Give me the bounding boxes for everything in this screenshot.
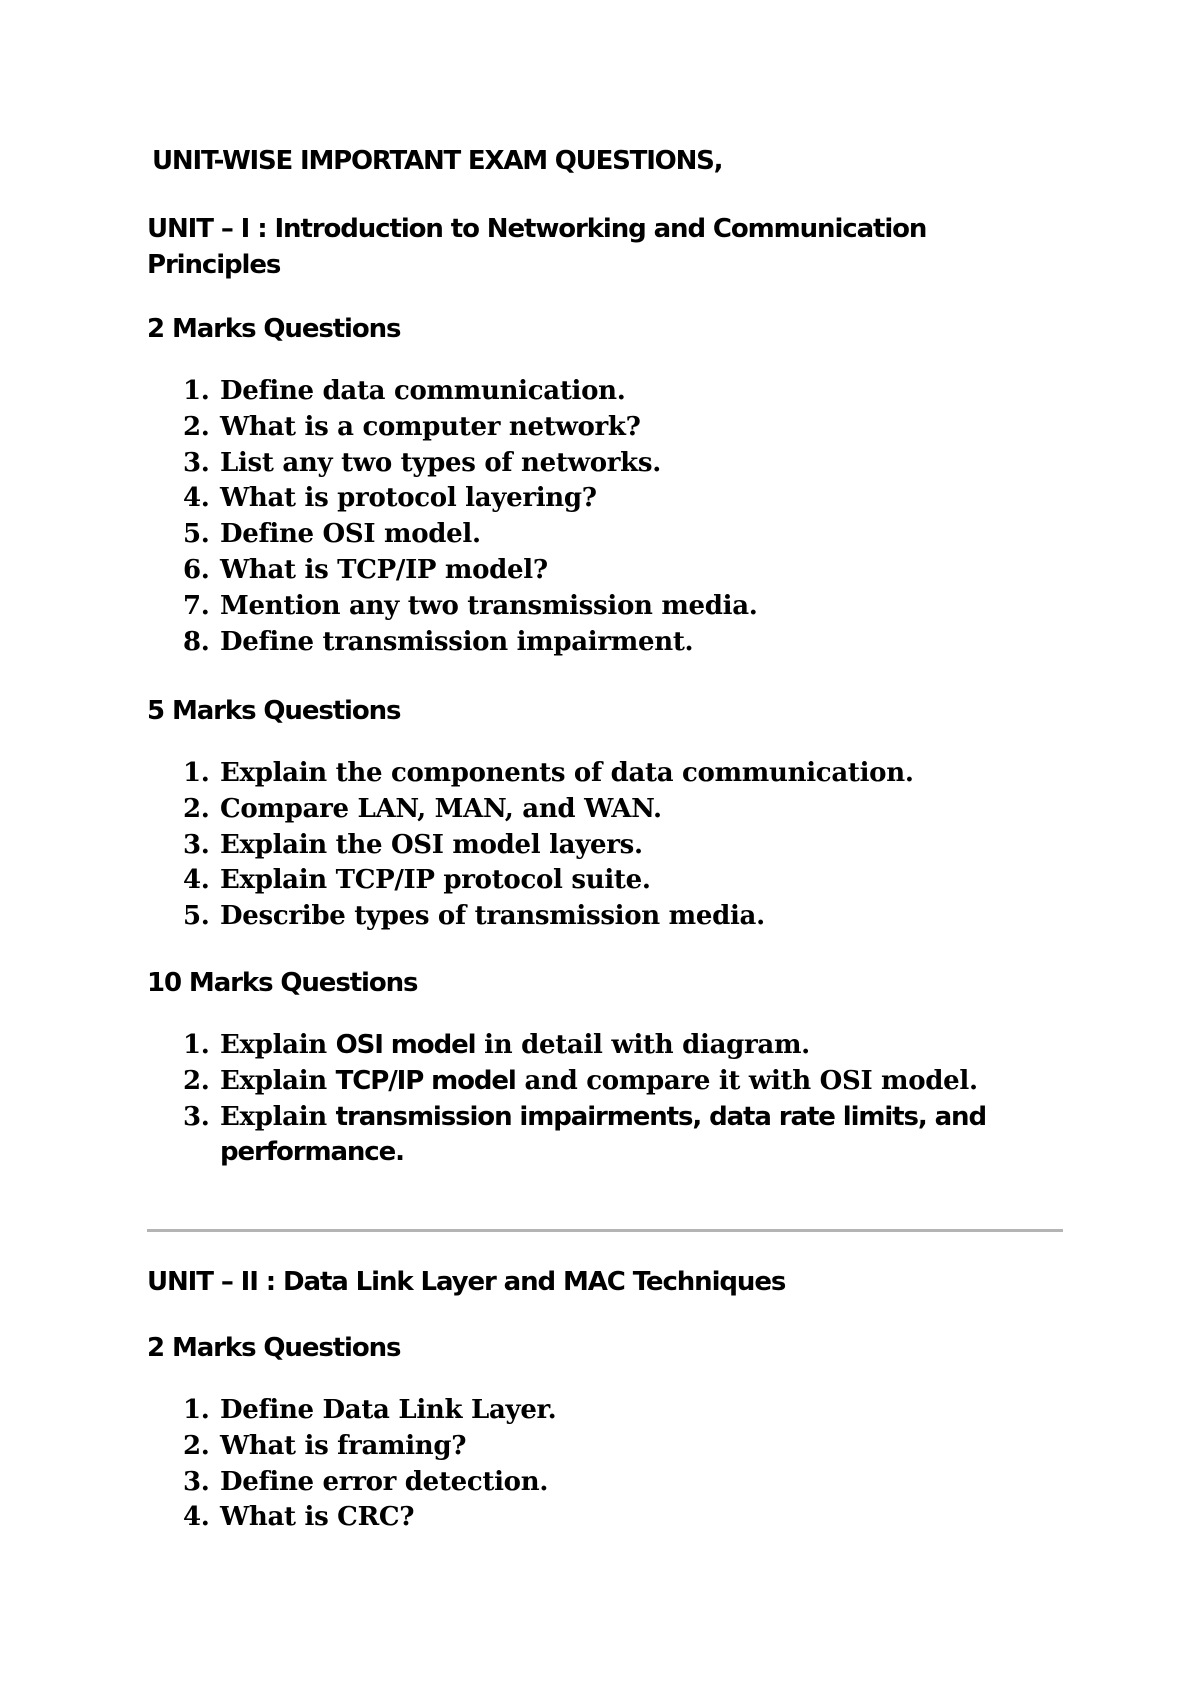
document-title: UNIT-WISE IMPORTANT EXAM QUESTIONS, — [152, 146, 723, 176]
unit-1-ten-marks-list — [147, 1028, 1100, 1171]
item-number: 4. — [183, 1502, 210, 1533]
unit-2-two-marks-heading: 2 Marks Questions — [147, 1333, 401, 1363]
unit-2-two-marks-list — [147, 1393, 1100, 1536]
unit-1-five-marks-list — [147, 756, 1100, 935]
item-number: 3. — [183, 1101, 210, 1132]
unit-1-two-marks-heading: 2 Marks Questions — [147, 314, 401, 344]
item-number: 2. — [183, 1065, 210, 1096]
item-number: 5. — [183, 519, 210, 550]
list-item: 1. Define data communication. — [147, 374, 1100, 410]
item-number: 2. — [183, 1430, 210, 1461]
item-number: 8. — [183, 626, 210, 657]
item-number: 3. — [183, 1466, 210, 1497]
list-item: 4. Explain TCP/IP protocol suite. — [147, 863, 1100, 899]
list-item: 2. Explain TCP/IP model and compare it with OSI model. — [147, 1064, 1100, 1100]
unit-1-five-marks-heading: 5 Marks Questions — [147, 696, 401, 726]
list-item: 2. Compare LAN, MAN, and WAN. — [147, 792, 1100, 828]
unit-2-heading: UNIT – II : Data Link Layer and MAC Techniques — [147, 1267, 786, 1297]
list-item: 1. Explain OSI model in detail with diagram. — [147, 1028, 1100, 1064]
item-number: 7. — [183, 590, 210, 621]
list-item: 4. What is protocol layering? — [147, 481, 1100, 517]
item-number: 1. — [183, 1030, 210, 1060]
item-number: 1. — [183, 758, 210, 788]
list-item: 2. What is framing? — [147, 1429, 1100, 1465]
item-number: 3. — [183, 829, 210, 860]
list-item: 5. Describe types of transmission media. — [147, 899, 1100, 935]
item-number: 1. — [183, 1395, 210, 1425]
list-item: 2. What is a computer network? — [147, 410, 1100, 446]
item-number: 2. — [183, 411, 210, 442]
item-number: 6. — [183, 554, 210, 585]
item-number: 1. — [183, 376, 210, 406]
item-number: 4. — [183, 483, 210, 514]
list-item: 3. Define error detection. — [147, 1465, 1100, 1501]
unit-1-heading: UNIT – I : Introduction to Networking and Communication Principles — [147, 214, 927, 280]
list-item: 1. Explain the components of data communication. — [147, 756, 1100, 792]
list-item: 3. Explain transmission impairments, data rate limits, and performance. — [183, 1101, 986, 1168]
list-item: 5. Define OSI model. — [147, 517, 1100, 553]
item-number: 2. — [183, 793, 210, 824]
list-item: 4. What is CRC? — [147, 1500, 1100, 1536]
list-item: 1. Define Data Link Layer. — [147, 1393, 1100, 1429]
list-item: 8. Define transmission impairment. — [147, 625, 1100, 661]
list-item: 3. List any two types of networks. — [147, 446, 1100, 482]
section-divider — [147, 1229, 1063, 1232]
item-number: 3. — [183, 447, 210, 478]
list-item: 6. What is TCP/IP model? — [147, 553, 1100, 589]
unit-1-two-marks-list — [147, 374, 1100, 660]
list-item: 3. Explain the OSI model layers. — [147, 828, 1100, 864]
unit-1-ten-marks-heading: 10 Marks Questions — [147, 968, 418, 998]
item-number: 4. — [183, 865, 210, 896]
item-number: 5. — [183, 901, 210, 932]
list-item: 7. Mention any two transmission media. — [147, 589, 1100, 625]
